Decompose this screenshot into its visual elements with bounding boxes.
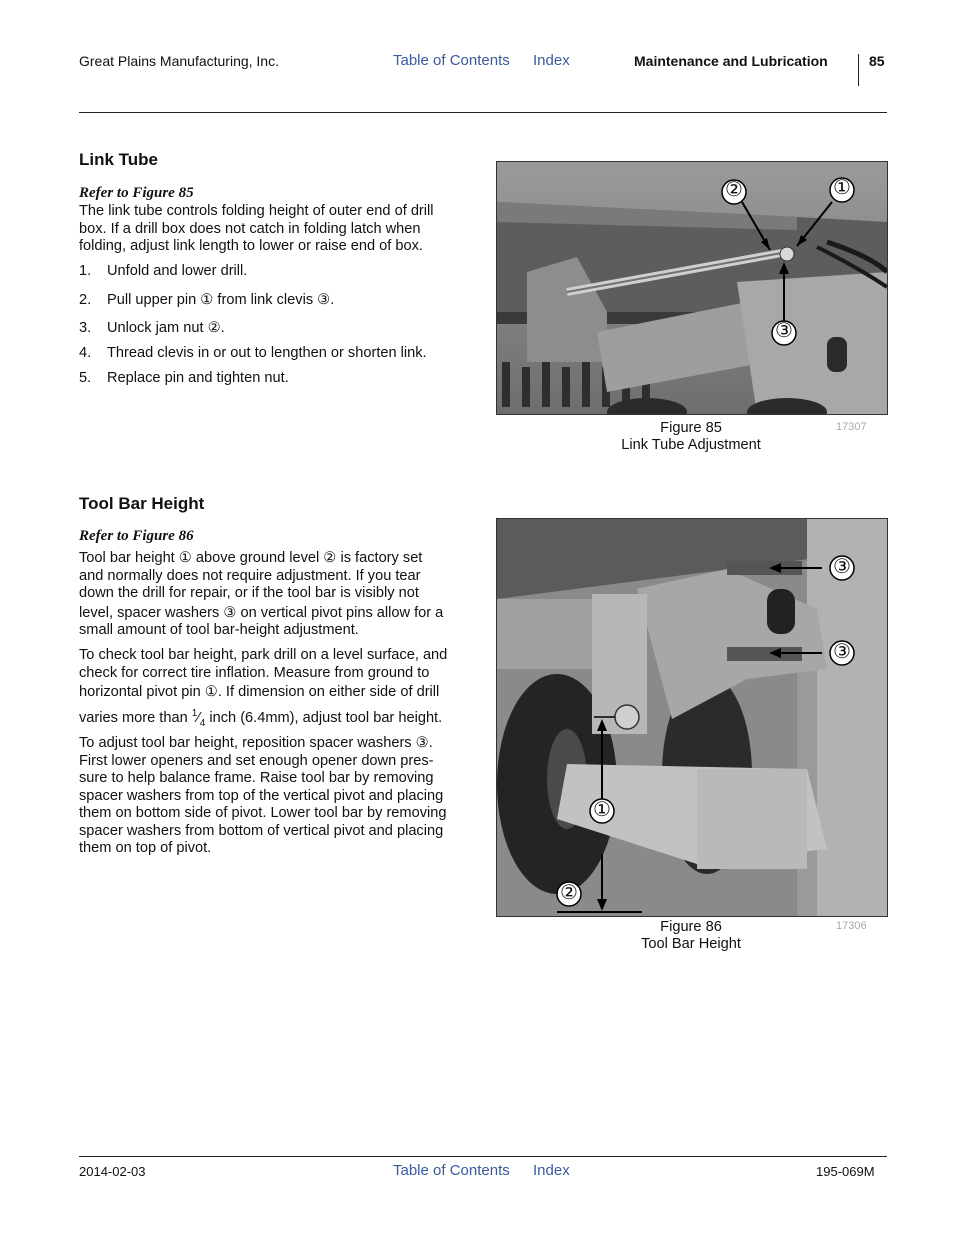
figure-86-label: Figure 86 — [660, 919, 722, 935]
fig85-callout-1: ① — [833, 177, 851, 199]
tool-bar-heading: Tool Bar Height — [79, 494, 205, 513]
list-item: 2. Pull upper pin ① from link clevis ③. — [79, 292, 335, 308]
figure-85-id: 17307 — [836, 421, 867, 433]
footer-date: 2014-02-03 — [79, 1164, 146, 1179]
header-company: Great Plains Manufacturing, Inc. — [79, 53, 279, 69]
list-item: 3. Unlock jam nut ②. — [79, 320, 225, 336]
figure-85-photo — [496, 161, 888, 415]
list-item: 4. Thread clevis in or out to lengthen or shorten link. — [79, 345, 427, 361]
header-toc-link[interactable]: Table of Contents — [393, 52, 510, 69]
fig85-callout-3: ③ — [775, 320, 793, 342]
link-tube-refer: Refer to Figure 85 — [79, 185, 194, 201]
figure-86-caption — [591, 919, 791, 953]
footer-toc-link[interactable]: Table of Contents — [393, 1162, 510, 1179]
fig86-callout-2: ② — [560, 882, 578, 904]
footer-index-link[interactable]: Index — [533, 1162, 570, 1179]
header-index-link[interactable]: Index — [533, 52, 570, 69]
list-item: 5. Replace pin and tighten nut. — [79, 370, 289, 386]
fig86-callout-3-lower: ③ — [833, 641, 851, 663]
fig86-callout-1: ① — [593, 799, 611, 821]
header-divider — [858, 54, 859, 86]
header-section-title: Maintenance and Lubrication — [634, 53, 828, 69]
figure-86-title: Tool Bar Height — [641, 936, 741, 952]
footer-doc-number: 195-069M — [816, 1164, 875, 1179]
tool-bar-paragraph-3: To adjust tool bar height, reposition spacer washers ③. First lower openers and set enough opener down pres- sure to help balance frame. Raise tool bar by removing spacer washers from top of the vertical pivot and placing them on bottom side of pivot. Lower tool bar by removing spacer washers from bottom of vertical pivot and placing them on top of pivot. — [79, 735, 447, 856]
page-number: 85 — [869, 53, 885, 69]
figure-86-photo — [496, 518, 888, 917]
figure-85-label: Figure 85 — [660, 420, 722, 436]
figure-85-caption — [591, 420, 791, 454]
tool-bar-refer: Refer to Figure 86 — [79, 528, 194, 544]
figure-85-title: Link Tube Adjustment — [621, 437, 761, 453]
tool-bar-paragraph-2: To check tool bar height, park drill on a level surface, and check for correct tire inflation. Measure from ground to horizontal pivot pin ①. If dimension on either side of drill varies more than $^1⁄_4$ inch (6.4mm), adjust tool bar height. — [79, 647, 448, 729]
figure-86-id: 17306 — [836, 920, 867, 932]
fig85-callout-2: ② — [725, 179, 743, 201]
footer-rule — [79, 1156, 887, 1157]
fig86-callout-3-upper: ③ — [833, 556, 851, 578]
header-rule — [79, 112, 887, 113]
link-tube-heading: Link Tube — [79, 150, 159, 169]
tool-bar-paragraph-1: Tool bar height ① above ground level ② is factory set and normally does not require adjustment. If you tear down the drill for repair, or if the tool bar is visibly not level, spacer washers ③ on vertical pivot pins allow for a small amount of tool bar-height adjustment. — [79, 550, 444, 638]
link-tube-intro: The link tube controls folding height of outer end of drill box. If a drill box does not catch in folding latch when folding, adjust link length to lower or raise end of box. — [79, 203, 434, 254]
list-item: 1. Unfold and lower drill. — [79, 263, 248, 279]
